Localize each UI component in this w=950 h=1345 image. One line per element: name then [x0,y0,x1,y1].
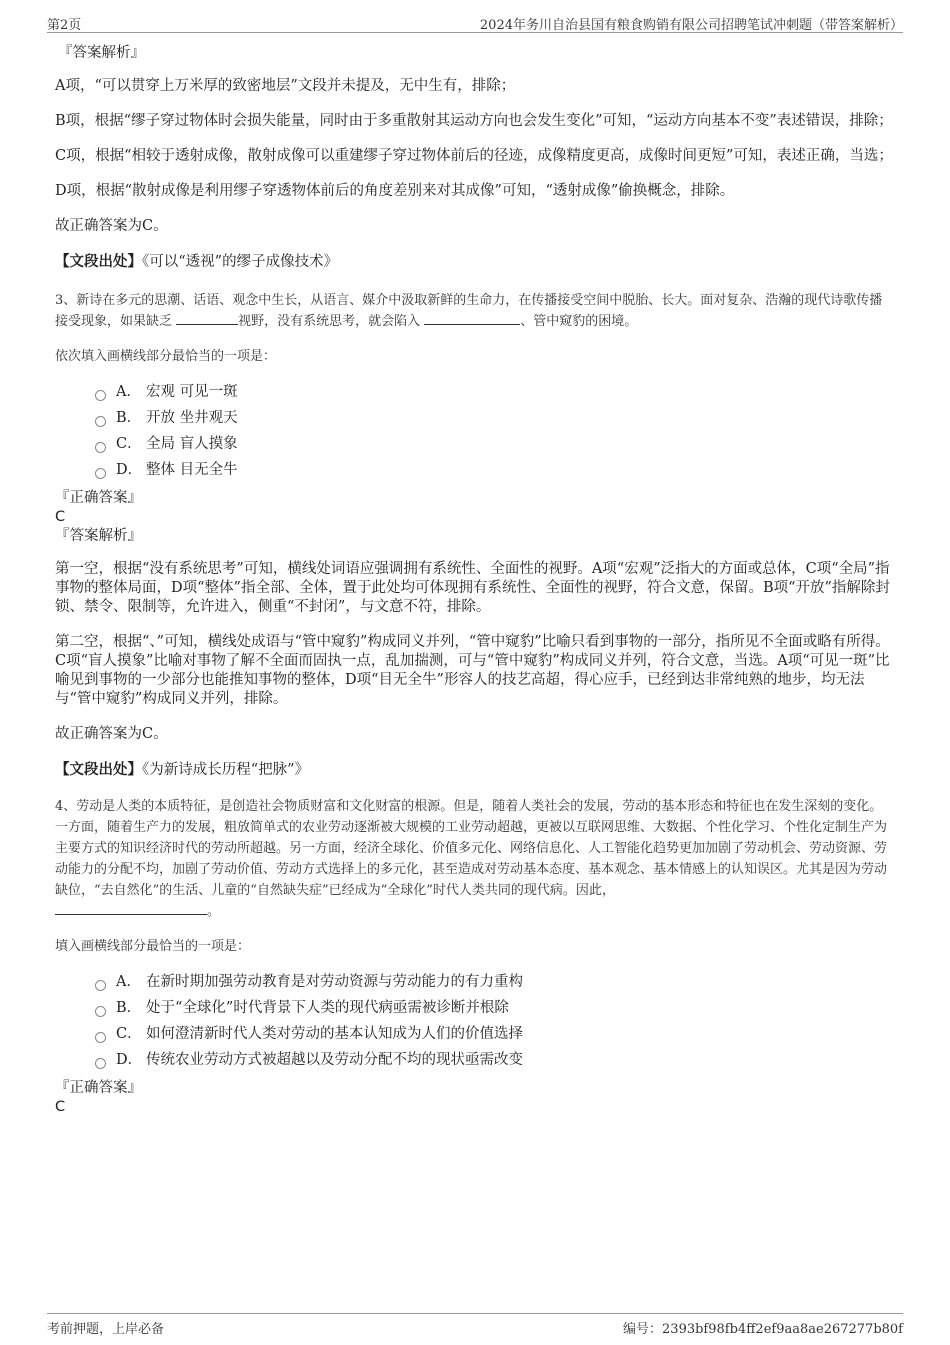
option-text: 全局 盲人摸象 [146,436,238,452]
q4-stem [55,796,895,922]
q3-answer-label: 『正确答案』 [55,490,142,506]
q4-blank [55,901,207,915]
q3-option-c[interactable] [95,431,895,457]
radio-icon[interactable] [95,468,106,479]
q2-conclusion: 故正确答案为C。 [55,218,168,234]
option-text: 在新时期加强劳动教育是对劳动资源与劳动能力的有力重构 [146,974,523,990]
option-text: 开放 坐井观天 [146,410,238,426]
option-letter: D． [116,1052,143,1068]
q4-option-d[interactable] [95,1047,895,1073]
q4-options [95,969,895,1073]
q2-source-label: 【文段出处】 [55,253,142,270]
radio-icon[interactable] [95,1006,106,1017]
q3-blank-2 [424,311,520,325]
option-letter: C． [116,436,142,452]
option-letter: C． [116,1026,142,1042]
q3-analysis-label: 『答案解析』 [55,528,142,544]
q3-stem [55,290,895,332]
q2-source-text: 《可以“透视”的缪子成像技术》 [142,254,339,270]
q3-conclusion: 故正确答案为C。 [55,726,168,742]
q4-answer-label: 『正确答案』 [55,1080,142,1096]
q4-stem-text: 4、劳动是人类的本质特征，是创造社会物质财富和文化财富的根源。但是，随着人类社会的发展，劳动的基本形态和特征也在发生深刻的变化。一方面，随着生产力的发展，粗放简单式的农业劳动逐渐被大规模的工业劳动超越，更被以互联网思维、大数据、个性化学习、个性化定制生产为主要方式的知识经济时代的劳动所超越。另一方面，经济全球化、价值多元化、网络信息化、人工智能化趋势更加加剧了劳动机会、劳动资源、劳动能力的分配不均，加剧了劳动价值、劳动方式选择上的多元化，甚至造成对劳动基本态度、基本观念、基本情感上的认知误区。尤其是因为劳动缺位，“去自然化”的生活、儿童的“自然缺失症”已经成为“全球化”时代人类共同的现代病。因此， [55,799,888,898]
footer-doc-id: 编号：2393bf98fb4ff2ef9aa8ae267277b80f [623,1322,903,1337]
page-footer [47,1313,903,1337]
page-number: 第2页 [47,18,82,33]
q4-instruction: 填入画横线部分最恰当的一项是： [55,939,251,954]
q3-answer: C [55,509,66,525]
q3-stem-part3: 、管中窥豹的困境。 [520,314,638,329]
q3-blank-1 [176,311,238,325]
q3-source-text: 《为新诗成长历程“把脉”》 [142,762,310,778]
q3-source-label: 【文段出处】 [55,761,142,778]
q3-stem-part1: 3、新诗在多元的思潮、话语、观念中生长，从语言、媒介中汲取新鲜的生命力，在传播接受空间中脱胎、长大。面对复杂、浩瀚的现代诗歌传播接受现象，如果缺乏 [55,293,883,329]
q4-option-c[interactable] [95,1021,895,1047]
q4-option-b[interactable] [95,995,895,1021]
option-text: 传统农业劳动方式被超越以及劳动分配不均的现状亟需改变 [146,1052,523,1068]
option-text: 如何澄清新时代人类对劳动的基本认知成为人们的价值选择 [146,1026,523,1042]
option-text: 宏观 可见一斑 [146,384,238,400]
q3-option-b[interactable] [95,405,895,431]
q3-options [95,379,895,483]
q4-answer: C [55,1099,66,1115]
q3-instruction: 依次填入画横线部分最恰当的一项是： [55,349,277,364]
q3-source [55,760,895,780]
q2-analysis-d: D项，根据“散射成像是利用缪子穿透物体前后的角度差别来对其成像”可知，“透射成像”偷换概念，排除。 [55,183,735,199]
q3-option-d[interactable] [95,457,895,483]
radio-icon[interactable] [95,1058,106,1069]
q3-analysis-para1: 第一空，根据“没有系统思考”可知，横线处词语应强调拥有系统性、全面性的视野。A项“宏观”泛指大的方面或总体，C项“全局”指事物的整体局面，D项“整体”指全部、全体，置于此处均可体现拥有系统性、全面性的视野，符合文意，保留。B项“开放”指解除封锁、禁令、限制等，允许进入，侧重“不封闭”，与文意不符，排除。 [55,561,890,615]
q4-stem-end: 。 [207,904,221,919]
option-text: 处于“全球化”时代背景下人类的现代病亟需被诊断并根除 [146,1000,509,1016]
q2-analysis-label: 『答案解析』 [58,45,145,61]
q2-analysis-c: C项，根据“相较于透射成像，散射成像可以重建缪子穿过物体前后的径迹，成像精度更高，成像时间更短”可知，表述正确，当选； [55,148,893,164]
page-content [55,44,895,1117]
radio-icon[interactable] [95,980,106,991]
option-text: 整体 目无全牛 [146,462,238,478]
page-header [47,14,903,33]
radio-icon[interactable] [95,416,106,427]
q3-stem-part2: 视野，没有系统思考，就会陷入 [238,314,425,329]
q2-source [55,252,895,272]
option-letter: B． [116,410,142,426]
radio-icon[interactable] [95,1032,106,1043]
document-title: 2024年务川自治县国有粮食购销有限公司招聘笔试冲刺题（带答案解析） [479,18,903,33]
option-letter: A． [116,974,141,990]
option-letter: A． [116,384,141,400]
option-letter: D． [116,462,143,478]
q4-option-a[interactable] [95,969,895,995]
q2-analysis-a: A项，“可以贯穿上万米厚的致密地层”文段并未提及，无中生有，排除； [55,78,516,94]
radio-icon[interactable] [95,442,106,453]
q3-option-a[interactable] [95,379,895,405]
footer-slogan: 考前押题，上岸必备 [47,1322,165,1337]
radio-icon[interactable] [95,390,106,401]
q3-analysis-para2: 第二空，根据“、”可知，横线处成语与“管中窥豹”构成同义并列，“管中窥豹”比喻只看到事物的一部分，指所见不全面或略有所得。C项“盲人摸象”比喻对事物了解不全面而固执一点，乱加揣测，可与“管中窥豹”构成同义并列，符合文意，当选。A项“可见一斑”比喻见到事物的一少部分也能推知事物的整体，D项“目无全牛”形容人的技艺高超，得心应手，已经到达非常纯熟的地步，均无法与“管中窥豹”构成同义并列，排除。 [55,634,890,707]
q2-analysis-b: B项，根据“缪子穿过物体时会损失能量，同时由于多重散射其运动方向也会发生变化”可知，“运动方向基本不变”表述错误，排除； [55,113,893,129]
option-letter: B． [116,1000,142,1016]
